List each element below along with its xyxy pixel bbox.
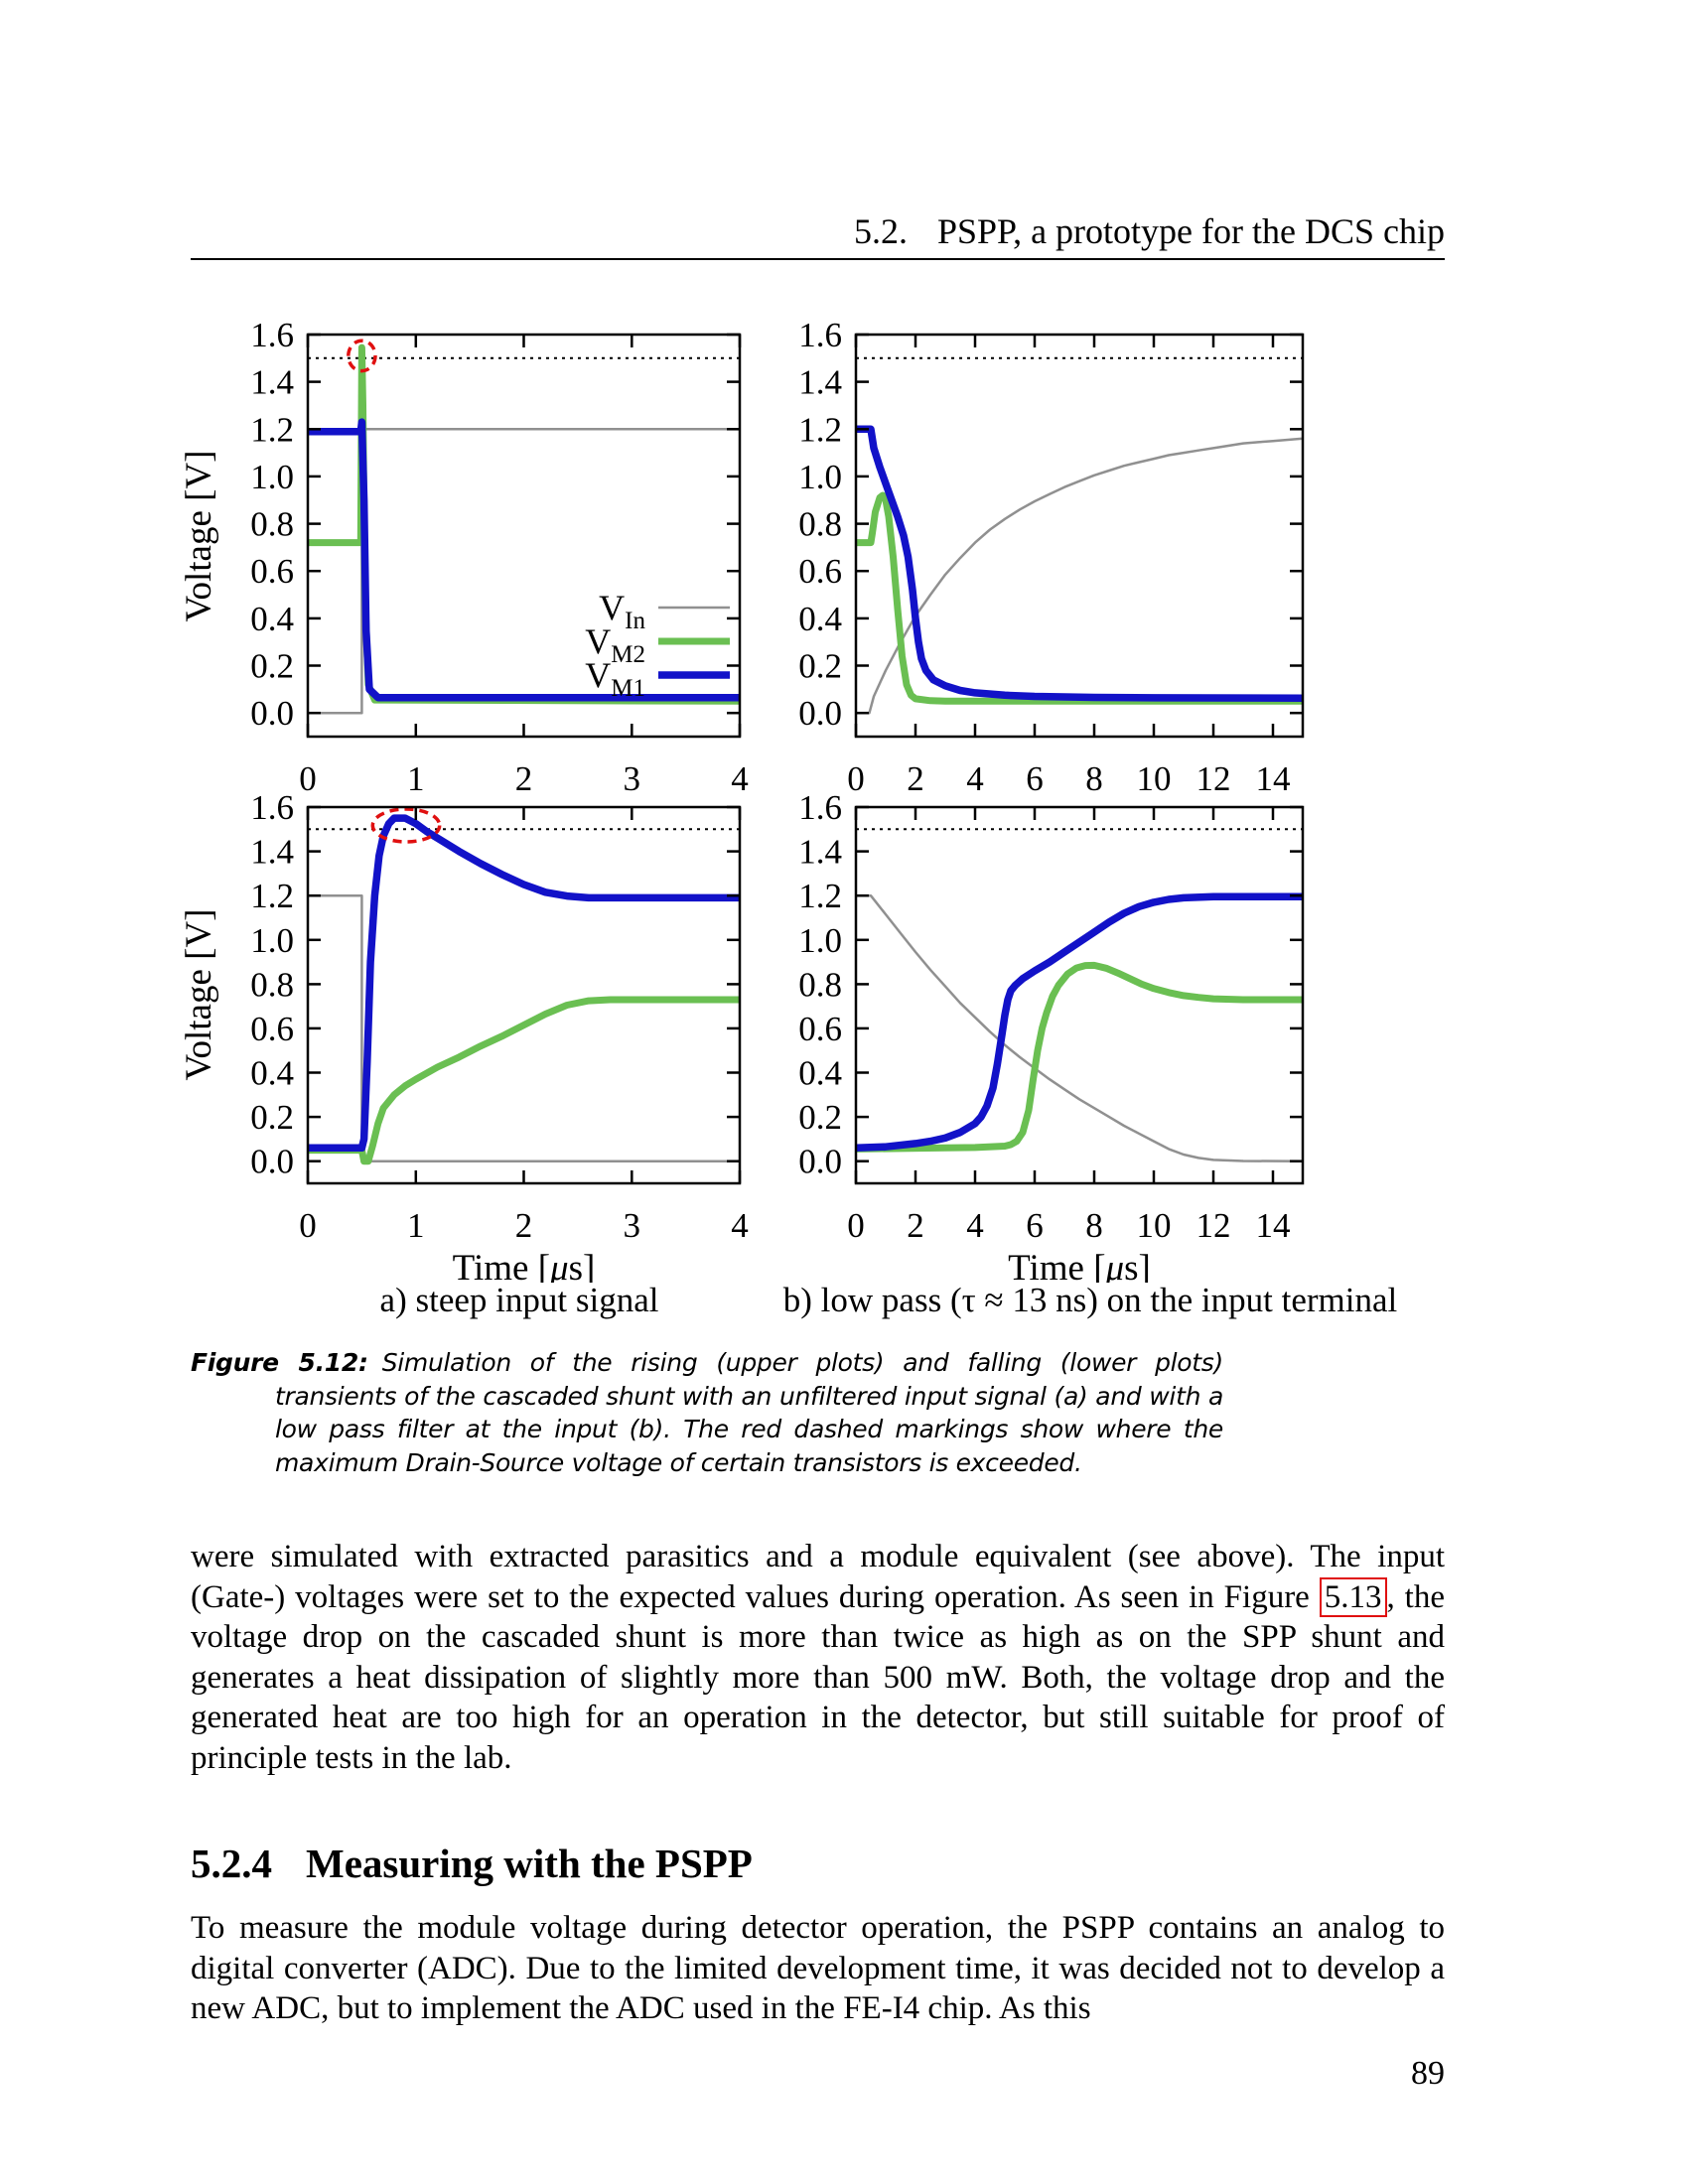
legend-label-m1: $V_{M1}$ bbox=[585, 655, 645, 702]
series-vin bbox=[856, 895, 1303, 1160]
x-tick-label: 6 bbox=[1026, 759, 1044, 798]
x-tick-label: 14 bbox=[1255, 759, 1291, 798]
y-tick-label: 0.4 bbox=[250, 599, 294, 638]
x-tick-label: 12 bbox=[1196, 759, 1231, 798]
y-axis-label-bottom: Voltage [V] bbox=[179, 908, 219, 1081]
series-vm1 bbox=[856, 429, 1303, 698]
x-tick-label: 0 bbox=[299, 1206, 317, 1245]
x-tick-label: 10 bbox=[1136, 759, 1172, 798]
page-header bbox=[191, 210, 1445, 252]
y-tick-label: 0.4 bbox=[250, 1053, 294, 1093]
y-tick-label: 0.0 bbox=[798, 694, 842, 734]
plot-rising-steep-input bbox=[194, 305, 765, 836]
figure-reference-link[interactable]: 5.13 bbox=[1320, 1577, 1387, 1617]
x-tick-label: 14 bbox=[1255, 1206, 1291, 1245]
x-tick-label: 12 bbox=[1196, 1206, 1231, 1245]
x-axis-label: Time [μs] bbox=[452, 1248, 596, 1283]
y-tick-label: 1.4 bbox=[250, 362, 294, 402]
section-heading-title: Measuring with the PSPP bbox=[306, 1841, 753, 1886]
figure-caption-text: Simulation of the rising (upper plots) and falling (lower plots) transients of the cascaded shunt with an unfiltered input signal (a) and with a low pass filter at the input (b). The red dashed markings show where the maximum Drain-Source voltage of certain transistors is exceeded. bbox=[275, 1348, 1223, 1477]
x-tick-label: 4 bbox=[731, 759, 749, 798]
plot-falling-steep-input bbox=[194, 777, 765, 1283]
y-tick-label: 0.6 bbox=[250, 1009, 294, 1048]
y-tick-label: 1.2 bbox=[250, 877, 294, 916]
series-vm1 bbox=[308, 818, 740, 1148]
y-tick-label: 0.2 bbox=[250, 1098, 294, 1138]
y-tick-label: 0.0 bbox=[798, 1142, 842, 1181]
series-vm2 bbox=[308, 347, 740, 701]
section-heading-number: 5.2.4 bbox=[191, 1841, 272, 1886]
y-tick-label: 0.6 bbox=[798, 552, 842, 592]
series-vin bbox=[308, 429, 740, 713]
y-tick-label: 1.2 bbox=[798, 877, 842, 916]
series-vm1 bbox=[308, 422, 740, 698]
series-vm2 bbox=[856, 965, 1303, 1149]
plot-frame bbox=[856, 807, 1303, 1183]
y-tick-label: 1.6 bbox=[798, 788, 842, 827]
y-tick-label: 0.2 bbox=[798, 646, 842, 686]
y-tick-label: 0.2 bbox=[250, 646, 294, 686]
paragraph1-before: were simulated with extracted parasitics and a module equivalent (see above). The input (Gate-) voltages were set to the expected values during operation. As seen in Figure bbox=[191, 1539, 1445, 1615]
y-tick-label: 1.0 bbox=[250, 920, 294, 960]
x-tick-label: 3 bbox=[623, 759, 641, 798]
y-tick-label: 0.0 bbox=[250, 1142, 294, 1181]
plot-falling-low-pass bbox=[742, 777, 1328, 1283]
legend-label-m2: $V_{M2}$ bbox=[585, 621, 645, 668]
plot-rising-low-pass bbox=[742, 305, 1328, 836]
x-tick-label: 1 bbox=[407, 1206, 425, 1245]
y-tick-label: 1.0 bbox=[250, 457, 294, 496]
x-tick-label: 0 bbox=[847, 759, 865, 798]
body-paragraph-2: To measure the module voltage during detector operation, the PSPP contains an analog to digital converter (ADC). Due to the limited development time, it was decided not to develop a new ADC, but to implement the ADC used in the FE-I4 chip. As this bbox=[191, 1910, 1445, 2026]
subcaption-a: a) steep input signal bbox=[379, 1281, 659, 1319]
y-tick-label: 0.2 bbox=[798, 1098, 842, 1138]
x-tick-label: 8 bbox=[1085, 759, 1103, 798]
subcaption-b: b) low pass (τ ≈ 13 ns) on the input terminal bbox=[782, 1281, 1398, 1319]
page-number: 89 bbox=[1411, 2055, 1445, 2092]
y-tick-label: 1.0 bbox=[798, 457, 842, 496]
x-tick-label: 2 bbox=[514, 1206, 533, 1245]
y-tick-label: 0.0 bbox=[250, 694, 294, 734]
x-tick-label: 0 bbox=[847, 1206, 865, 1245]
paragraph1-after: , the voltage drop on the cascaded shunt is more than twice as high as on the SPP shunt and generates a heat dissipation of slightly more than 500 mW. Both, the voltage drop and the generated heat are too high for an operation in the detector, but still suitable for proof of principle tests in the lab. bbox=[191, 1578, 1445, 1776]
x-tick-label: 2 bbox=[514, 759, 533, 798]
y-tick-label: 0.8 bbox=[250, 965, 294, 1005]
figure-caption bbox=[191, 1346, 1223, 1479]
chart-svg-b bbox=[742, 305, 1328, 836]
y-tick-label: 0.4 bbox=[798, 1053, 842, 1093]
chart-svg-d bbox=[742, 777, 1328, 1283]
y-tick-label: 1.2 bbox=[250, 410, 294, 450]
y-tick-label: 0.8 bbox=[798, 965, 842, 1005]
legend-label-in: $V_{In}$ bbox=[599, 588, 645, 634]
y-tick-label: 1.0 bbox=[798, 920, 842, 960]
x-tick-label: 4 bbox=[966, 759, 984, 798]
figure-caption-label: Figure 5.12: bbox=[191, 1348, 368, 1377]
x-tick-label: 2 bbox=[907, 1206, 924, 1245]
x-tick-label: 0 bbox=[299, 759, 317, 798]
body-paragraph-1 bbox=[191, 1537, 1445, 1778]
y-tick-label: 1.2 bbox=[798, 410, 842, 450]
y-tick-label: 0.8 bbox=[798, 504, 842, 544]
x-tick-label: 10 bbox=[1136, 1206, 1172, 1245]
x-tick-label: 4 bbox=[731, 1206, 749, 1245]
plot-frame bbox=[856, 335, 1303, 737]
y-tick-label: 1.6 bbox=[798, 316, 842, 354]
y-tick-label: 1.6 bbox=[250, 788, 294, 827]
y-tick-label: 1.6 bbox=[250, 316, 294, 354]
y-axis-label-top: Voltage [V] bbox=[179, 450, 219, 622]
x-tick-label: 3 bbox=[623, 1206, 641, 1245]
y-tick-label: 0.8 bbox=[250, 504, 294, 544]
chart-svg-a bbox=[194, 305, 765, 836]
x-axis-label: Time [μs] bbox=[1008, 1248, 1151, 1283]
x-tick-label: 2 bbox=[907, 759, 924, 798]
y-tick-label: 1.4 bbox=[798, 362, 842, 402]
x-tick-label: 4 bbox=[966, 1206, 984, 1245]
header-rule bbox=[191, 258, 1445, 260]
chart-svg-c bbox=[194, 777, 765, 1283]
x-tick-label: 6 bbox=[1026, 1206, 1044, 1245]
series-vm1 bbox=[856, 896, 1303, 1148]
y-tick-label: 0.4 bbox=[798, 599, 842, 638]
series-vm2 bbox=[308, 1000, 740, 1161]
y-tick-label: 0.6 bbox=[250, 552, 294, 592]
x-tick-label: 1 bbox=[407, 759, 425, 798]
y-tick-label: 1.4 bbox=[798, 832, 842, 872]
overvoltage-marking bbox=[372, 809, 439, 842]
y-tick-label: 1.4 bbox=[250, 832, 294, 872]
x-tick-label: 8 bbox=[1085, 1206, 1103, 1245]
header-section-number: 5.2. bbox=[853, 211, 908, 251]
header-section-title: PSPP, a prototype for the DCS chip bbox=[936, 211, 1445, 251]
section-heading bbox=[191, 1840, 753, 1887]
y-tick-label: 0.6 bbox=[798, 1009, 842, 1048]
